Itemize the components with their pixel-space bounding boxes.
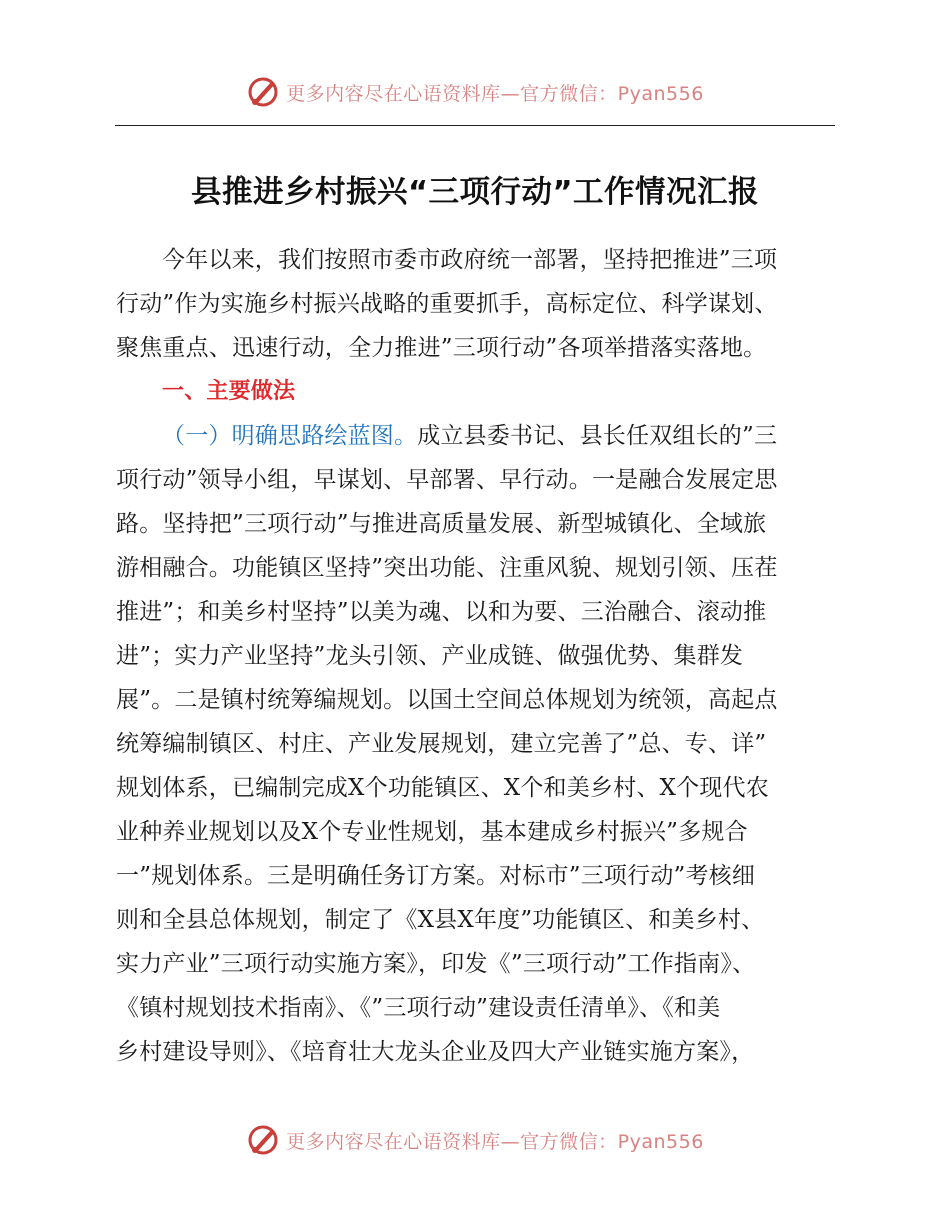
- header-divider: [115, 125, 835, 126]
- brush-logo-icon: [246, 1123, 280, 1157]
- body-line: 一”规划体系。三是明确任务订方案。对标市”三项行动”考核细: [116, 863, 756, 889]
- intro-line: 今年以来，我们按照市委市政府统一部署，坚持把推进”三项: [162, 247, 778, 273]
- body-line: 乡村建设导则》、《培育壮大龙头企业及四大产业链实施方案》，: [116, 1039, 755, 1065]
- body-line: 则和全县总体规划，制定了《X县X年度”功能镇区、和美乡村、: [116, 907, 765, 933]
- subsection-first-line: [116, 414, 836, 458]
- section-heading: 一、主要做法: [162, 379, 296, 404]
- footer-watermark-text: 更多内容尽在心语资料库—官方微信：Pyan556: [286, 1130, 704, 1153]
- body-line: 项行动”领导小组，早谋划、早部署、早行动。一是融合发展定思: [116, 467, 778, 493]
- body-line: 进”；实力产业坚持”龙头引领、产业成链、做强优势、集群发: [116, 643, 744, 669]
- body-line: 游相融合。功能镇区坚持”突出功能、注重风貌、规划引领、压茬: [116, 555, 778, 581]
- footer-watermark-banner: [0, 1120, 950, 1160]
- body-line: 业种养业规划以及X个专业性规划，基本建成乡村振兴”多规合: [116, 819, 748, 845]
- body-line: 统筹编制镇区、村庄、产业发展规划，建立完善了”总、专、详”: [116, 731, 767, 757]
- body-line: 展”。二是镇村统筹编规划。以国土空间总体规划为统领，高起点: [116, 687, 778, 713]
- body-line: 实力产业”三项行动实施方案》，印发《”三项行动”工作指南》、: [116, 951, 756, 977]
- header-watermark-text: 更多内容尽在心语资料库—官方微信：Pyan556: [286, 82, 704, 105]
- body-line: 推进”；和美乡村坚持”以美为魂、以和为要、三治融合、滚动推: [116, 599, 767, 625]
- subsection-heading: （一）明确思路绘蓝图。: [162, 423, 418, 449]
- body-line: 路。坚持把”三项行动”与推进高质量发展、新型城镇化、全域旅: [116, 511, 767, 537]
- body-line: 规划体系，已编制完成X个功能镇区、X个和美乡村、X个现代农: [116, 775, 769, 801]
- body-line: 《镇村规划技术指南》、《”三项行动”建设责任清单》、《和美: [116, 995, 721, 1021]
- document-title: 县推进乡村振兴“三项行动”工作情况汇报: [190, 175, 760, 210]
- brush-logo-icon: [246, 75, 280, 109]
- intro-line: 聚焦重点、迅速行动，全力推进”三项行动”各项举措落实落地。: [116, 335, 767, 361]
- header-watermark-banner: [0, 72, 950, 112]
- body-text: 成立县委书记、县长任双组长的”三: [417, 423, 778, 449]
- intro-line: 行动”作为实施乡村振兴战略的重要抓手，高标定位、科学谋划、: [116, 291, 778, 317]
- document-body: [116, 238, 836, 1074]
